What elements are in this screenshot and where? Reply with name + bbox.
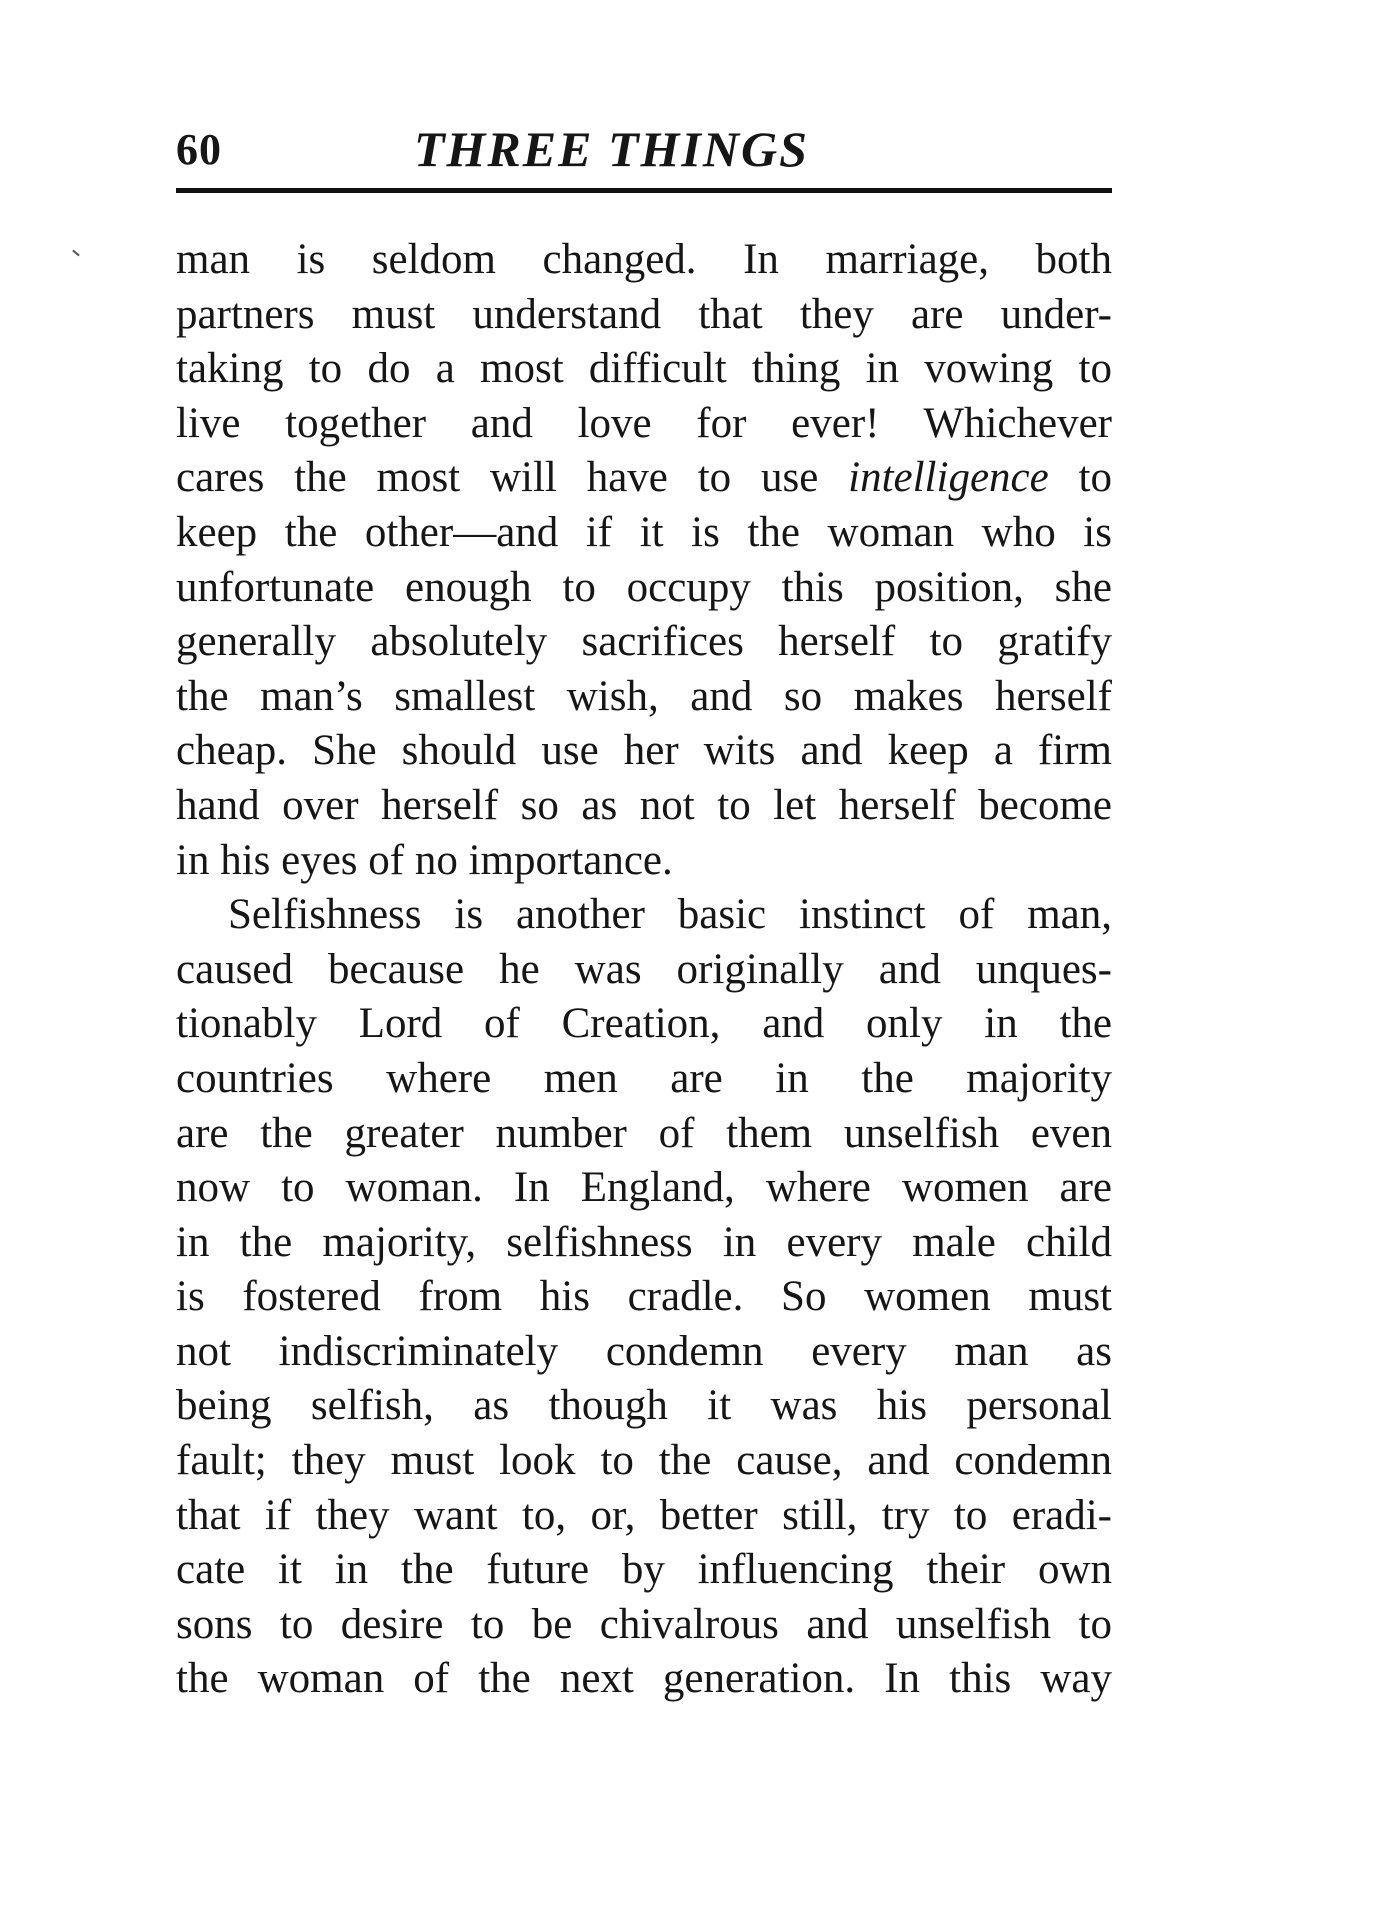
text-line: hand over herself so as not to let herself become: [176, 781, 1112, 829]
text-line: cheap. She should use her wits and keep a firm: [176, 727, 1112, 775]
text-line: fault; they must look to the cause, and condemn: [176, 1437, 1112, 1485]
header-rule: [176, 188, 1112, 193]
text-line: partners must understand that they are under-: [176, 290, 1112, 338]
page-number: 60: [176, 125, 222, 174]
body-text: [176, 233, 1112, 1707]
text-line: sons to desire to be chivalrous and unselfish to: [176, 1600, 1112, 1648]
text-line: taking to do a most difficult thing in vowing to: [176, 345, 1112, 393]
text-run: to: [1048, 454, 1112, 502]
paragraph-2: [176, 888, 1112, 1707]
emphasized-word: intelligence: [848, 454, 1049, 502]
scan-speck: [72, 250, 79, 257]
text-line: generally absolutely sacrifices herself to gratify: [176, 618, 1112, 666]
paragraph-1: [176, 233, 1112, 888]
text-line: cate it in the future by influencing their own: [176, 1546, 1112, 1594]
text-line: tionably Lord of Creation, and only in the: [176, 1000, 1112, 1048]
text-line: man is seldom changed. In marriage, both: [176, 236, 1112, 283]
text-line: the woman of the next generation. In this way: [176, 1655, 1112, 1703]
text-line: the man’s smallest wish, and so makes herself: [176, 672, 1112, 720]
text-line: now to woman. In England, where women are: [176, 1164, 1112, 1212]
text-line: keep the other—and if it is the woman who is: [176, 508, 1112, 556]
text-line: [176, 451, 1112, 506]
running-title: THREE THINGS: [414, 121, 809, 177]
text-line: are the greater number of them unselfish even: [176, 1109, 1112, 1157]
text-line: in the majority, selfishness in every male child: [176, 1218, 1112, 1266]
text-line: countries where men are in the majority: [176, 1054, 1112, 1102]
running-head: [176, 120, 1112, 182]
text-line: that if they want to, or, better still, try to eradi-: [176, 1491, 1112, 1539]
text-line: in his eyes of no importance.: [176, 836, 673, 884]
text-line: live together and love for ever! Whichever: [176, 399, 1112, 447]
text-run: cares the most will have to use: [176, 454, 849, 502]
text-line: unfortunate enough to occupy this position, she: [176, 563, 1112, 611]
text-line: Selfishness is another basic instinct of man,: [228, 891, 1112, 939]
text-line: not indiscriminately condemn every man as: [176, 1327, 1112, 1375]
text-line: caused because he was originally and unques-: [176, 945, 1112, 993]
text-line: is fostered from his cradle. So women must: [176, 1273, 1112, 1321]
text-line: being selfish, as though it was his personal: [176, 1382, 1112, 1430]
